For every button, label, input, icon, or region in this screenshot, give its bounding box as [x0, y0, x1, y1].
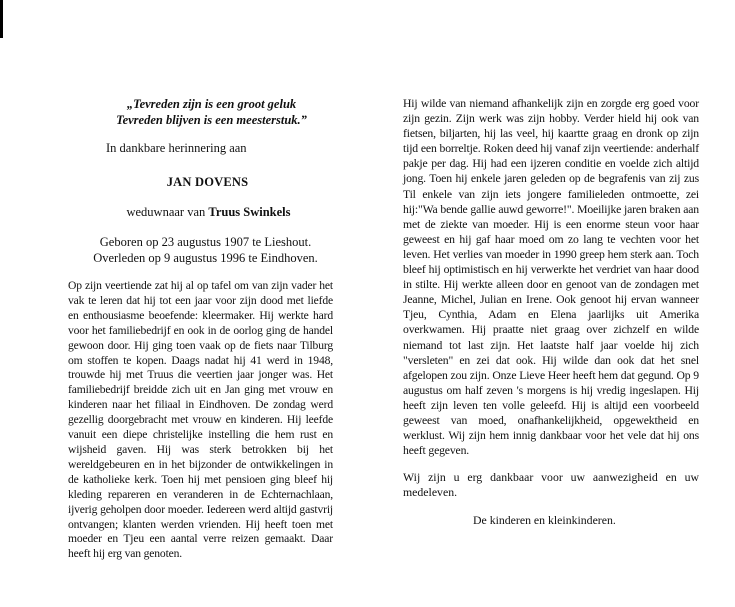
death-date: Overleden op 9 augustus 1996 te Eindhoven. — [93, 251, 318, 265]
left-column — [68, 96, 333, 562]
right-column — [403, 96, 699, 528]
spouse-name: Truus Swinkels — [208, 205, 291, 219]
signature: De kinderen en kleinkinderen. — [473, 513, 616, 528]
deceased-name: JAN DOVENS — [166, 175, 249, 189]
motto-line-1: „Tevreden zijn is een groot geluk — [126, 97, 297, 111]
birth-date: Geboren op 23 augustus 1907 te Lieshout. — [99, 235, 312, 249]
motto-quote — [68, 96, 333, 128]
motto-line-2: Tevreden blijven is een meesterstuk.” — [116, 113, 307, 127]
closing-thanks: Wij zijn u erg dankbaar voor uw aanwezigheid en uw medeleven. — [403, 470, 699, 500]
biography-left: Op zijn veertiende zat hij al op tafel om van zijn vader het vak te leren dat hij tot een jaar voor zijn dood met liefde en enthousiasme beoefende: kleermaker. Hij werkte hard voor het familiebedrijf en ook in de oorlog ging de handel gewoon door. Hij ging toen vaak op de fiets naar Tilburg om stoffen te kopen. Daags nadat hij 41 werd in 1948, trouwde hij met Truus die veertien jaar jonger was. Het familiebedrijf breidde zich uit en Jan ging met vrouw en kinderen naar het filiaal in Eindhoven. De zondag werd gezellig doorgebracht met vrouw en kinderen. Hij leefde vanuit een diepe christelijke instelling die hem rust en wijsheid gaven. Hij was sterk betrokken bij het wereldgebeuren en in het bijzonder de ontwikkelingen in de katholieke kerk. Toen hij met pensioen ging bleef hij kleding repareren en veranderen in de Echternachlaan, ijverig geholpen door moeder. Iedereen werd altijd gastvrij ontvangen; klanten werden vrienden. Hij heeft toen met moeder en Tjeu een aantal verre reizen gemaakt. Daar heeft hij erg van genoten. — [68, 279, 333, 561]
scan-edge-mark — [0, 0, 3, 38]
in-memory-heading: In dankbare herinnering aan — [106, 141, 247, 155]
biography-right: Hij wilde van niemand afhankelijk zijn en zorgde erg goed voor zijn gezin. Zijn werk was zijn hobby. Verder hield hij ook van fietsen, biljarten, hij las veel, hij kaartte graag en dronk op zijn tijd een borreltje. Roken deed hij vanaf zijn veertiende: anderhalf pakje per dag. Hij had een ijzeren conditie en voelde zich altijd jong. Toen hij enkele jaren geleden op de begrafenis van zij zus Til enkele van zijn iets jongere familieleden ontmoette, zei hij:"Wa bende gallie auwd geworre!". Moeilijke jaren braken aan met de ziekte van moeder. Hij is een enorme steun voor haar geweest en hij gaf haar moed om zo lang te vechten voor het leven. Het verlies van moeder in 1990 greep hem sterk aan. Toch bleef hij optimistisch en hij verwerkte het verdriet van haar dood in stilte. Hij werkte alleen door en genoot van de zondagen met Jeanne, Michel, Julian en Irene. Ook genoot hij ervan wanneer Tjeu, Cynthia, Adam en Elena jaarlijks uit Amerika overkwamen. Hij praatte niet graag over zichzelf en wilde niemand tot last zijn. Het laatste half jaar voelde hij zich "versleten" en zei dat ook. Hij wilde dan ook dat het snel afgelopen zou zijn. Onze Lieve Heer heeft hem dat gegund. Op 9 augustus om half zeven 's morgens is hij vredig ingeslapen. Hij heeft zijn leven ten volle geleefd. Hij is altijd een voorbeeld geweest van moed, onafhankelijkheid, opgewektheid en werklust. Wij zijn hem innig dankbaar voor het vele dat hij ons heeft gegeven. — [403, 97, 699, 458]
life-dates — [68, 234, 333, 266]
widower-prefix: weduwnaar van — [126, 205, 206, 219]
widower-line — [68, 205, 333, 220]
